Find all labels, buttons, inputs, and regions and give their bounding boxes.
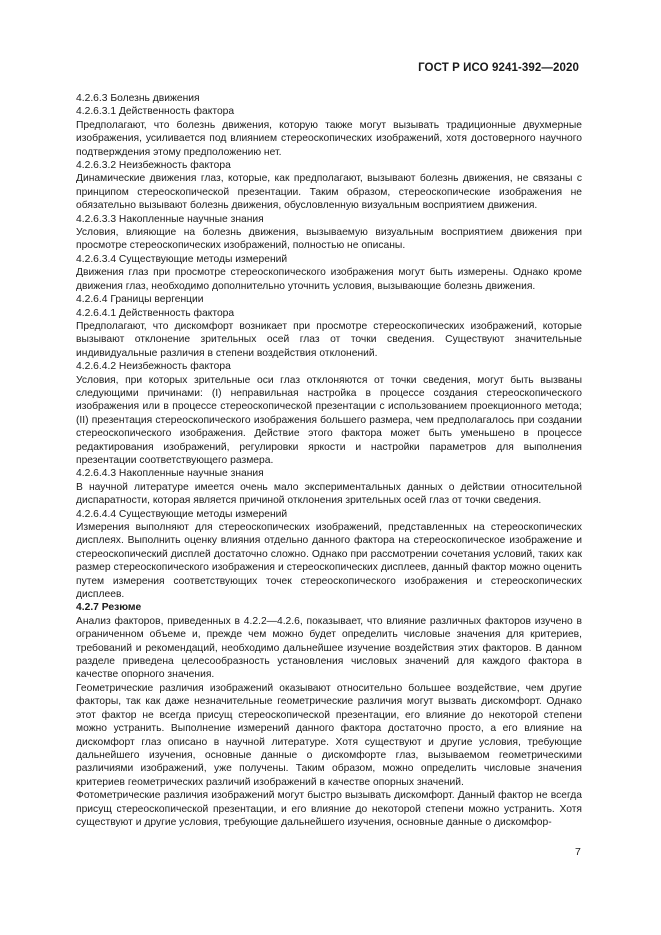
- paragraph: Условия, влияющие на болезнь движения, вызываемую визуальным восприятием движения при просмотре стереоскопических изображений, полностью не описаны.: [76, 227, 582, 252]
- subsection-heading: 4.2.6.3 Болезнь движения: [76, 93, 200, 104]
- paragraph: Измерения выполняют для стереоскопических изображений, представленных на стереоскопических дисплеях. Выполнить оценку влияния отдельно данного фактора на стереоскопическое изображение и стереоскопический дисплей достаточно сложно. Однако при рассмотрении сочетания условий, таких как размер стереоскопического изображения и стереоскопических дисплеев, данный фактор можно оценить путем измерения соответствующих точек стереоскопического изображения и стереоскопических дисплеев.: [76, 522, 582, 601]
- paragraph: Фотометрические различия изображений могут быстро вызывать дискомфорт. Данный фактор не всегда присущ стереоскопической презентации, и его влияние до некоторой степени можно устранить. Хотя существуют и другие условия, требующие дальнейшего изучения, основные данные о дискомфор-: [76, 790, 582, 828]
- subsection-heading: 4.2.6.3.4 Существующие методы измерений: [76, 253, 288, 265]
- paragraph: Предполагают, что дискомфорт возникает при просмотре стереоскопических изображений, которые вызывают отклонение зрительных осей глаз от точки сведения. Существуют значительные индивидуальные различия в степени воздействия отклонений.: [76, 320, 582, 359]
- section-heading: 4.2.7 Резюме: [76, 602, 142, 614]
- subsection-heading: 4.2.6.3.3 Накопленные научные знания: [76, 213, 264, 225]
- paragraph: Предполагают, что болезнь движения, которую также могут вызывать традиционные двухмерные изображения, усиливается под влиянием стереоскопических изображений, хотя достоверного научного подтверждения этому предположению нет.: [76, 119, 582, 158]
- page-number: 7: [575, 846, 581, 858]
- paragraph: Динамические движения глаз, которые, как предполагают, вызывают болезнь движения, не связаны с принципом стереоскопической презентации. Таким образом, стереоскопические изображения не обязательно вызывают болезнь движения, обусловленную визуальным восприятием движения.: [76, 173, 582, 212]
- paragraph: Геометрические различия изображений оказывают относительно большее воздействие, чем другие факторы, так как даже незначительные геометрические различия могут вызвать дискомфорт. Однако этот фактор не всегда присущ стереоскопической презентации, его влияние до некоторой степени можно устранить. Выполнение измерений данного фактора достаточно просто, а его влияние на дискомфорт глаз описано в научной литературе. Хотя существуют и другие условия, требующие дальнейшего изучения, основные данные о дискомфорте глаз, вызываемом геометрическими различиями изображений, уже получены. Таким образом, можно определить числовые значения критериев геометрических различий изображений в качестве опорных значений.: [76, 682, 582, 788]
- subsection-heading: 4.2.6.3.1 Действенность фактора: [76, 106, 235, 118]
- subsection-heading: 4.2.6.4 Границы вергенции: [76, 294, 204, 306]
- subsection-heading: 4.2.6.3.2 Неизбежность фактора: [76, 160, 231, 172]
- subsection-heading: 4.2.6.4.3 Накопленные научные знания: [76, 468, 264, 480]
- paragraph: В научной литературе имеется очень мало экспериментальных данных о действии относительной диспаратности, которая является причиной отклонения зрительных осей глаз от точки сведения.: [76, 481, 582, 507]
- document-header: ГОСТ Р ИСО 9241-392—2020: [418, 62, 579, 74]
- subsection-heading: 4.2.6.4.1 Действенность фактора: [76, 307, 235, 319]
- document-body: [76, 92, 582, 829]
- paragraph: Условия, при которых зрительные оси глаз отклоняются от точки сведения, могут быть вызваны следующими причинами: (I) неправильная настройка в процессе создания стереоскопического изображения или в процессе стереоскопической презентации с использованием проекционного метода; (II) презентация стереоскопического изображения большего размера, чем предполагалось при создании стереоскопического изображения. Действие этого фактора может быть уменьшено в процессе редактирования изображений, регулировки яркости и настройки параметров для выполнения презентации соответствующего размера.: [76, 374, 582, 466]
- subsection-heading: 4.2.6.4.2 Неизбежность фактора: [76, 361, 231, 373]
- subsection-heading: 4.2.6.4.4 Существующие методы измерений: [76, 508, 288, 520]
- paragraph: Анализ факторов, приведенных в 4.2.2—4.2.6, показывает, что влияние различных факторов изучено в ограниченном объеме и, прежде чем можно будет определить числовые значения для критериев, требований и рекомендаций, необходимо дальнейшее изучение воздействия этих факторов. В данном разделе приведена целесообразность установления числовых значений для каждого фактора в качестве опорного значения.: [76, 615, 582, 681]
- paragraph: Движения глаз при просмотре стереоскопического изображения могут быть измерены. Однако кроме движения глаз, необходимо дополнительно уточнить условия, вызывающие болезнь движения.: [76, 267, 582, 292]
